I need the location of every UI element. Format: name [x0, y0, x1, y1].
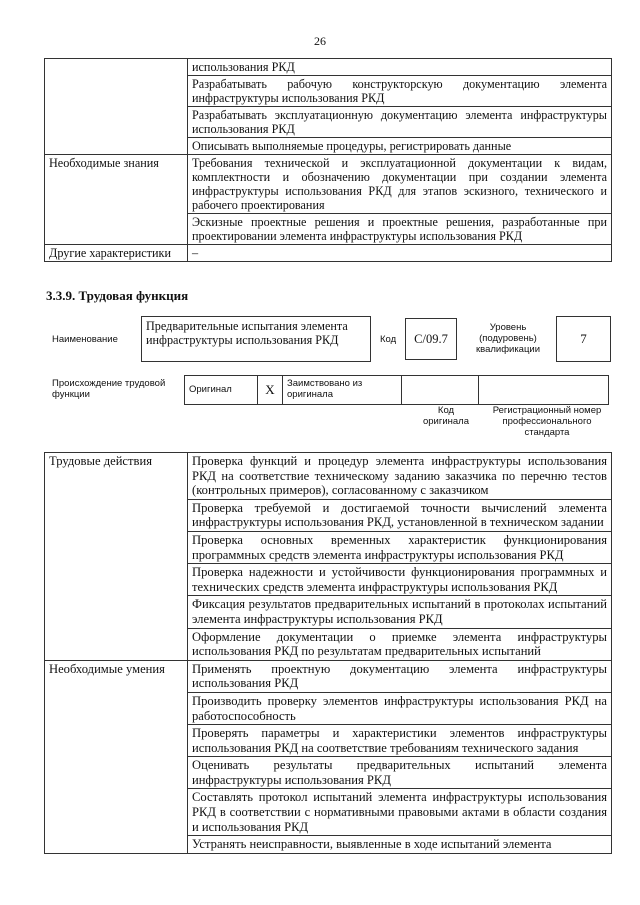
- row-value: Проверять параметры и характеристики элементов инфраструктуры использования РКД на соответствие требованиям технического задания: [188, 725, 612, 757]
- row-value: Производить проверку элементов инфраструктуры использования РКД на работоспособность: [188, 692, 612, 724]
- row-label: Другие характеристики: [45, 245, 188, 262]
- original-code-cell: [401, 375, 479, 405]
- original-mark: Х: [257, 375, 283, 405]
- row-value: Проверка основных временных характеристик функционирования программных средств элемента инфраструктуры использования РКД: [188, 531, 612, 563]
- table-row: [45, 59, 612, 76]
- row-value: –: [188, 245, 612, 262]
- origin-row: [184, 375, 612, 405]
- function-name-box: Предварительные испытания элемента инфраструктуры использования РКД: [141, 316, 371, 362]
- row-label: Необходимые знания: [45, 155, 188, 245]
- code-label: Код: [380, 334, 397, 345]
- row-value: Описывать выполняемые процедуры, регистрировать данные: [188, 138, 612, 155]
- row-value: Составлять протокол испытаний элемента инфраструктуры использования РКД в соответствии с нормативными правовыми актами в области создания и использования РКД: [188, 789, 612, 836]
- registration-number-cell: [478, 375, 609, 405]
- row-value: Устранять неисправности, выявленные в ходе испытаний элемента: [188, 836, 612, 854]
- table-row: [45, 660, 612, 692]
- qualification-level-box: 7: [556, 316, 611, 362]
- labor-actions-table: [44, 452, 612, 854]
- row-value: Фиксация результатов предварительных испытаний в протоколах испытаний элемента инфраструктуры использования РКД: [188, 596, 612, 628]
- row-value: использования РКД: [188, 59, 612, 76]
- row-value: Требования технической и эксплуатационной документации к видам, комплектности и обозначению документации при создании элемента инфраструктуры использования РКД для этапов эскизного, технического и рабочего проектирования: [188, 155, 612, 214]
- origin-label: Происхождение трудовой функции: [52, 378, 166, 400]
- table-row: [45, 155, 612, 214]
- row-value: Эскизные проектные решения и проектные решения, разработанные при проектировании элемента инфраструктуры использования РКД: [188, 214, 612, 245]
- code-original-label: Код оригинала: [422, 405, 469, 427]
- row-value: Проверка требуемой и достигаемой точности вычислений элемента инфраструктуры использования РКД, установленной в техническом задании: [188, 499, 612, 531]
- row-value: Разрабатывать эксплуатационную документацию элемента инфраструктуры использования РКД: [188, 107, 612, 138]
- requirements-table-continued: [44, 58, 612, 262]
- original-label: Оригинал: [184, 375, 258, 405]
- row-label: Необходимые умения: [45, 660, 188, 853]
- table-row: [45, 453, 612, 500]
- row-value: Проверка функций и процедур элемента инфраструктуры использования РКД на соответствие техническому заданию заказчика по перечню тестов (контрольных примеров), согласованному с заказчиком: [188, 453, 612, 500]
- borrowed-label: Заимствовано из оригинала: [282, 375, 402, 405]
- row-label: [45, 59, 188, 155]
- section-title: 3.3.9. Трудовая функция: [46, 288, 189, 303]
- page-number: 26: [314, 34, 326, 48]
- registration-number-label: Регистрационный номер профессионального стандарта: [492, 405, 602, 438]
- row-value: Разрабатывать рабочую конструкторскую документацию элемента инфраструктуры использования РКД: [188, 76, 612, 107]
- row-value: Применять проектную документацию элемента инфраструктуры использования РКД: [188, 660, 612, 692]
- name-label: Наименование: [52, 334, 118, 345]
- function-code-box: С/09.7: [405, 318, 457, 360]
- row-value: Проверка надежности и устойчивости функционирования программных и технических средств элемента инфраструктуры использования РКД: [188, 564, 612, 596]
- table-row: [45, 245, 612, 262]
- row-label: Трудовые действия: [45, 453, 188, 661]
- row-value: Оформление документации о приемке элемента инфраструктуры использования РКД по результатам предварительных испытаний: [188, 628, 612, 660]
- qualification-level-label: Уровень (подуровень) квалификации: [475, 322, 541, 355]
- row-value: Оценивать результаты предварительных испытаний элемента инфраструктуры использования РКД: [188, 757, 612, 789]
